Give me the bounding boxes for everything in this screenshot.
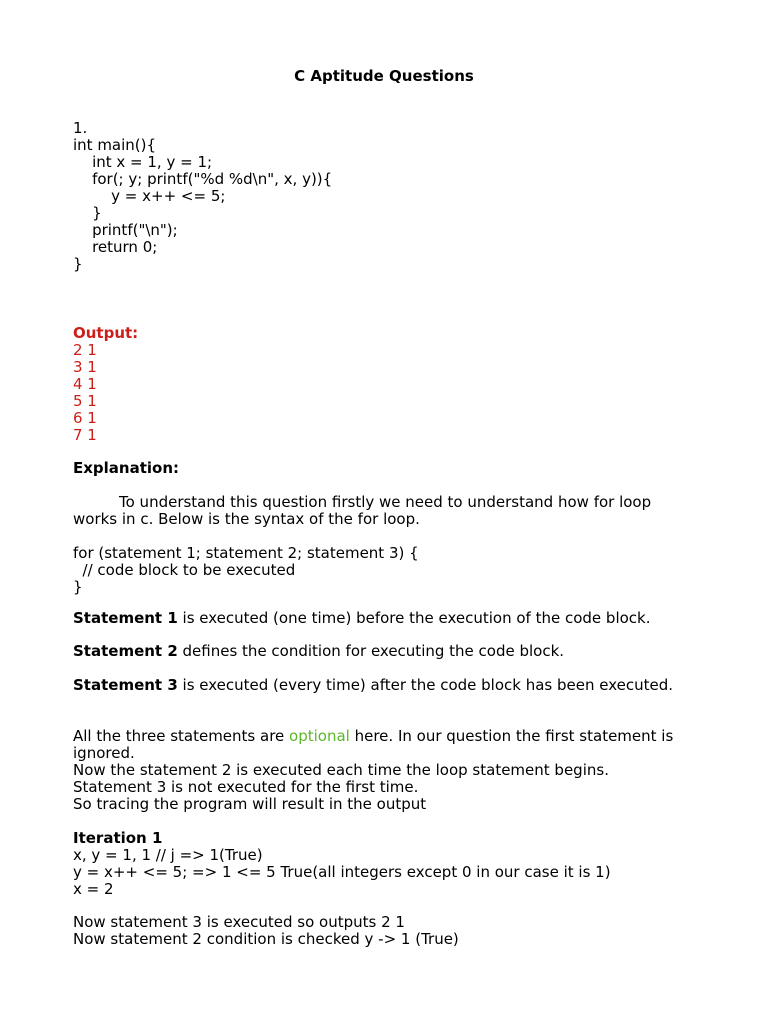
output-line: 4 1 xyxy=(73,375,97,393)
final-block xyxy=(73,914,703,948)
trace-block xyxy=(73,762,703,813)
output-label: Output: xyxy=(73,324,139,342)
code-line: printf("\n"); xyxy=(73,221,178,239)
trace-line: So tracing the program will result in the output xyxy=(73,795,427,813)
statement-2 xyxy=(73,643,703,660)
optional-highlight: optional xyxy=(289,727,350,745)
code-line: return 0; xyxy=(73,238,158,256)
output-block xyxy=(73,325,703,444)
output-line: 6 1 xyxy=(73,409,97,427)
output-line: 7 1 xyxy=(73,426,97,444)
iteration-line: y = x++ <= 5; => 1 <= 5 True(all integers except 0 in our case it is 1) xyxy=(73,863,611,881)
optional-before: All the three statements are xyxy=(73,727,290,745)
iteration-block xyxy=(73,830,703,898)
statement-1 xyxy=(73,610,703,627)
statement-3 xyxy=(73,677,703,694)
code-line: int x = 1, y = 1; xyxy=(73,153,213,171)
final-line: Now statement 3 is executed so outputs 2 1 xyxy=(73,913,405,931)
statement-text: is executed (one time) before the execution of the code block. xyxy=(177,609,651,627)
trace-line: Statement 3 is not executed for the first time. xyxy=(73,778,419,796)
optional-after: here. In our question the first statement is ignored. xyxy=(73,727,674,762)
code-block xyxy=(73,120,703,273)
iteration-label: Iteration 1 xyxy=(73,829,163,847)
iteration-line: x, y = 1, 1 // j => 1(True) xyxy=(73,846,263,864)
syntax-line: for (statement 1; statement 2; statement 3) { xyxy=(73,544,419,562)
intro-paragraph: To understand this question firstly we need to understand how for loop works in c. Below is the syntax of the for loop. xyxy=(73,493,652,528)
syntax-block xyxy=(73,545,703,596)
explanation-block xyxy=(73,460,703,477)
trace-line: Now the statement 2 is executed each time the loop statement begins. xyxy=(73,761,609,779)
output-line: 5 1 xyxy=(73,392,97,410)
document-title: C Aptitude Questions xyxy=(294,67,474,85)
syntax-line: } xyxy=(73,578,83,596)
code-line: y = x++ <= 5; xyxy=(73,187,226,205)
optional-paragraph xyxy=(73,728,698,762)
statement-text: defines the condition for executing the code block. xyxy=(177,642,565,660)
explanation-label: Explanation: xyxy=(73,459,180,477)
output-line: 2 1 xyxy=(73,341,97,359)
final-line: Now statement 2 condition is checked y -> 1 (True) xyxy=(73,930,459,948)
code-line: int main(){ xyxy=(73,136,157,154)
code-line: } xyxy=(73,204,102,222)
statement-text: is executed (every time) after the code block has been executed. xyxy=(177,676,673,694)
question-number: 1. xyxy=(73,119,88,137)
code-line: } xyxy=(73,255,83,273)
statement-label: Statement 1 xyxy=(73,609,178,627)
syntax-line: // code block to be executed xyxy=(73,561,296,579)
output-line: 3 1 xyxy=(73,358,97,376)
code-line: for(; y; printf("%d %d\n", x, y)){ xyxy=(73,170,333,188)
statement-label: Statement 2 xyxy=(73,642,178,660)
statement-label: Statement 3 xyxy=(73,676,178,694)
iteration-line: x = 2 xyxy=(73,880,114,898)
